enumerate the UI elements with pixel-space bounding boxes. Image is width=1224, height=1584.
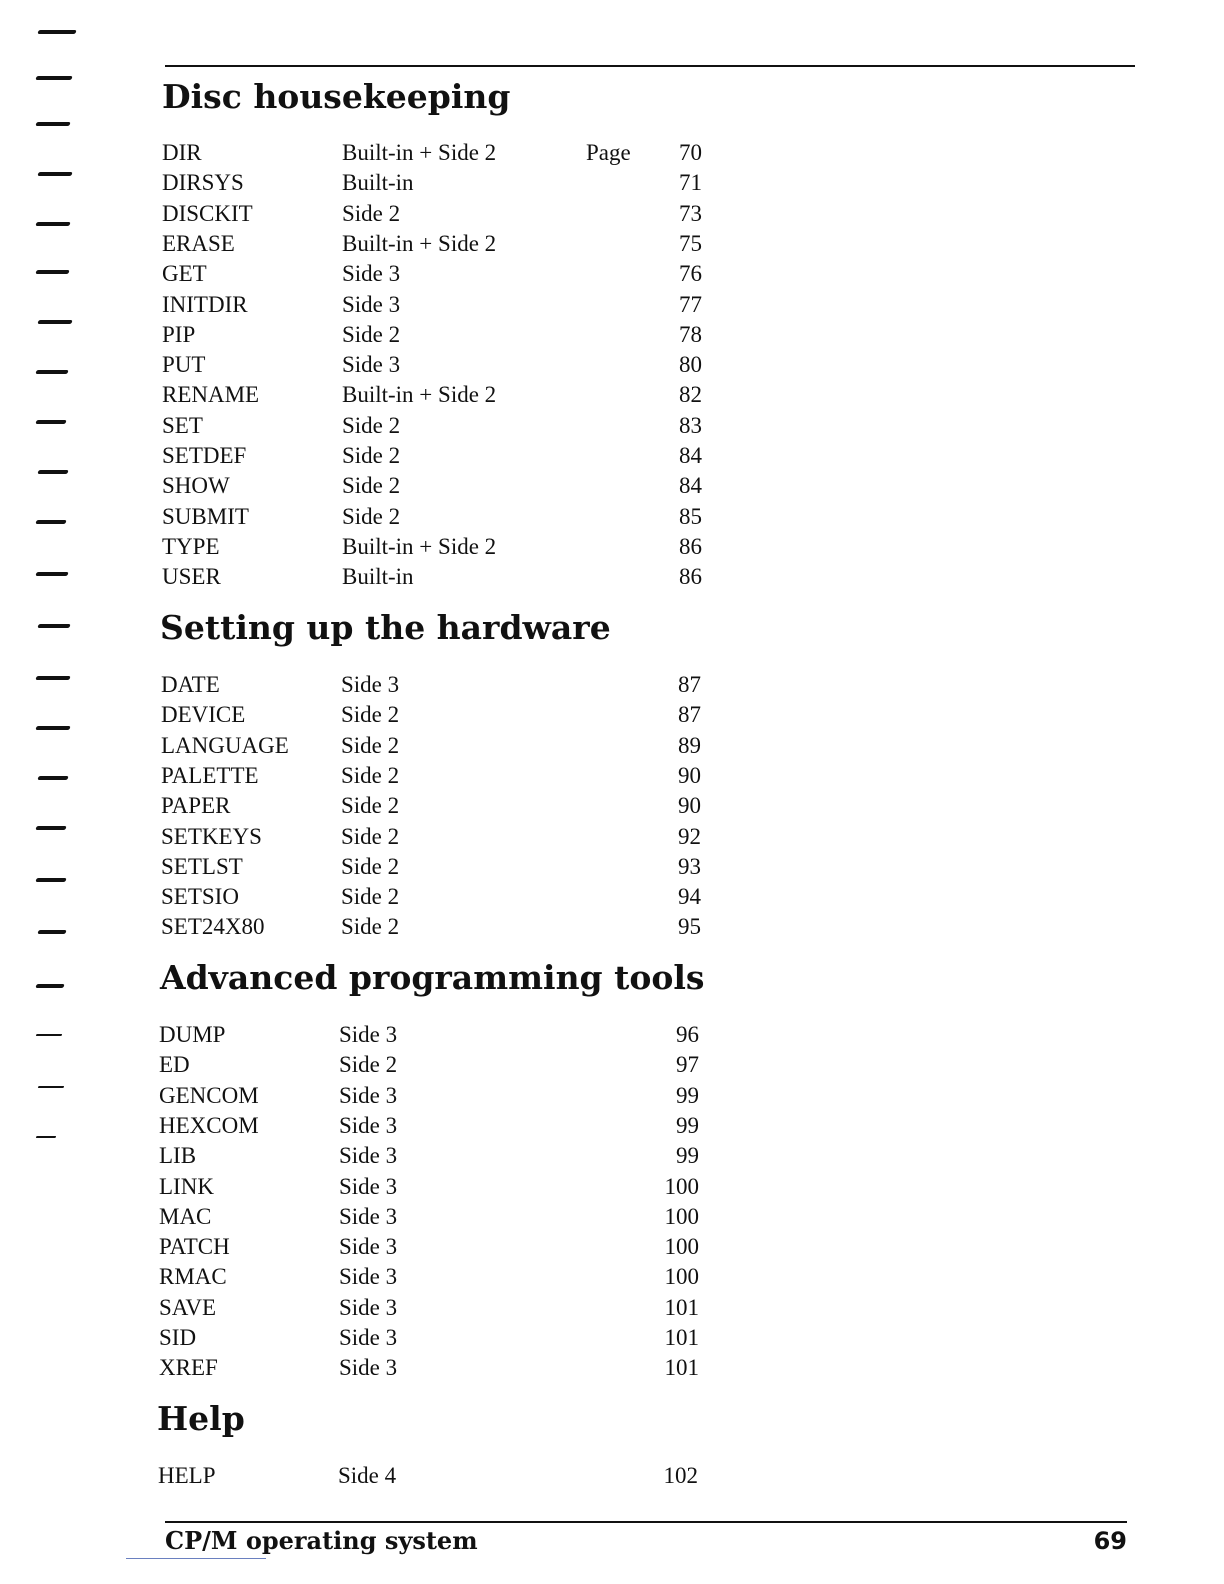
command-name: TYPE [162, 533, 220, 559]
margin-tab [35, 572, 68, 576]
index-entry [159, 1202, 699, 1232]
margin-tab [35, 676, 70, 680]
command-location: Side 2 [342, 443, 401, 468]
margin-tab [38, 1086, 65, 1088]
command-name: PIP [162, 321, 196, 347]
page-column-label: Page [586, 140, 631, 165]
margin-tab [35, 222, 70, 226]
page-reference: 83 [679, 412, 702, 438]
command-name: INITDIR [162, 291, 248, 317]
index-entry [162, 229, 702, 259]
footnote-rule [126, 1558, 266, 1559]
margin-tab [36, 1136, 57, 1138]
page-reference: 84 [679, 473, 702, 499]
command-location: Side 3 [339, 1143, 398, 1169]
page-reference: 97 [676, 1052, 699, 1078]
command-location: Side 2 [342, 503, 401, 529]
command-location: Side 2 [342, 321, 401, 347]
command-name: USER [162, 564, 221, 590]
bottom-rule [165, 1521, 1127, 1523]
margin-tab [35, 122, 70, 126]
command-location: Built-in + Side 2 [342, 230, 497, 256]
page-reference: 82 [679, 382, 702, 408]
index-entry [161, 700, 701, 730]
command-location: Side 3 [339, 1355, 398, 1381]
page-reference: 101 [664, 1355, 699, 1381]
command-name: SETLST [161, 853, 243, 879]
page-reference: 96 [676, 1022, 699, 1047]
index-entry [161, 852, 701, 882]
page-reference: 102 [663, 1463, 698, 1488]
command-name: GENCOM [159, 1082, 259, 1108]
index-entry [162, 502, 702, 532]
margin-tab [35, 270, 69, 274]
command-location: Side 3 [342, 352, 401, 378]
page-reference: 94 [678, 884, 701, 910]
command-location: Side 2 [342, 412, 401, 438]
page-reference: 87 [678, 702, 701, 728]
margin-tab [35, 878, 66, 882]
section-title: Disc housekeeping [162, 77, 511, 116]
margin-tab [35, 826, 66, 830]
command-name: SETKEYS [161, 823, 262, 849]
command-name: PAPER [161, 793, 231, 819]
page-reference: 100 [664, 1173, 699, 1199]
index-entry [161, 761, 701, 791]
command-name: DIRSYS [162, 170, 244, 196]
page-reference: 73 [679, 200, 702, 226]
index-entry [161, 670, 701, 700]
index-entry [159, 1353, 699, 1383]
index-entry [159, 1172, 699, 1202]
index-entry [162, 441, 702, 471]
page-reference: 95 [678, 914, 701, 940]
command-location: Side 2 [341, 732, 400, 758]
command-name: DUMP [159, 1022, 226, 1047]
command-location: Side 3 [339, 1112, 398, 1138]
footer-title: CP/M operating system [165, 1526, 478, 1555]
page-reference: 75 [679, 230, 702, 256]
index-entry [162, 411, 702, 441]
command-name: GET [162, 261, 207, 287]
command-location: Side 3 [339, 1203, 398, 1229]
index-entry [162, 532, 702, 562]
command-name: LANGUAGE [161, 732, 289, 758]
command-name: SHOW [162, 473, 230, 499]
margin-tab [37, 470, 68, 474]
command-name: DIR [162, 140, 202, 165]
command-location: Side 4 [338, 1463, 397, 1488]
command-location: Side 2 [342, 473, 401, 499]
index-entry [162, 290, 702, 320]
page-reference: 90 [678, 793, 701, 819]
page-reference: 86 [679, 533, 702, 559]
command-name: XREF [159, 1355, 218, 1381]
command-location: Side 3 [339, 1234, 398, 1260]
index-entry [162, 380, 702, 410]
section-title: Help [157, 1399, 245, 1438]
index-entry [162, 350, 702, 380]
command-location: Built-in + Side 2 [342, 140, 497, 165]
index-entry [161, 882, 701, 912]
command-location: Built-in [342, 170, 414, 196]
margin-tab [37, 320, 72, 324]
command-location: Built-in [342, 564, 414, 590]
page-reference: 86 [679, 564, 702, 590]
index-entry [159, 1050, 699, 1080]
margin-tab [37, 776, 68, 780]
command-name: DEVICE [161, 702, 246, 728]
command-location: Side 3 [339, 1294, 398, 1320]
command-location: Side 2 [341, 884, 400, 910]
command-name: RENAME [162, 382, 260, 408]
command-location: Side 2 [341, 793, 400, 819]
page-reference: 71 [679, 170, 702, 196]
command-location: Side 2 [341, 762, 400, 788]
command-name: LIB [159, 1143, 197, 1169]
command-name: PUT [162, 352, 206, 378]
page-reference: 99 [676, 1082, 699, 1108]
command-name: DISCKIT [162, 200, 253, 226]
margin-tab [35, 726, 70, 730]
command-location: Side 3 [339, 1264, 398, 1290]
command-name: SET24X80 [161, 914, 265, 940]
command-name: DATE [161, 672, 220, 697]
index-entry [159, 1293, 699, 1323]
index-entry [159, 1141, 699, 1171]
index-entry [162, 562, 702, 592]
command-location: Built-in + Side 2 [342, 533, 497, 559]
index-entry [159, 1111, 699, 1141]
page-reference: 89 [678, 732, 701, 758]
margin-tab [35, 520, 66, 524]
command-location: Side 2 [341, 853, 400, 879]
command-name: HELP [158, 1463, 216, 1488]
index-entry [159, 1262, 699, 1292]
section-title: Setting up the hardware [160, 608, 611, 647]
page-reference: 99 [676, 1143, 699, 1169]
command-name: PATCH [159, 1234, 230, 1260]
index-entry [161, 912, 701, 942]
margin-tab [35, 420, 66, 424]
margin-tab [37, 930, 66, 934]
page-reference: 85 [679, 503, 702, 529]
index-entry [162, 259, 702, 289]
command-location: Built-in + Side 2 [342, 382, 497, 408]
margin-tab [35, 984, 64, 988]
page-number: 69 [1093, 1527, 1127, 1555]
index-entry [158, 1461, 698, 1491]
command-name: SAVE [159, 1294, 217, 1320]
page-reference: 101 [664, 1325, 699, 1350]
index-entry [162, 320, 702, 350]
page-reference: 93 [678, 853, 701, 879]
index-entry [162, 199, 702, 229]
margin-index-tabs [36, 0, 86, 1584]
margin-tab [35, 76, 72, 80]
command-name: MAC [159, 1203, 212, 1229]
command-name: HEXCOM [159, 1112, 259, 1138]
page-reference: 99 [676, 1112, 699, 1138]
index-entry [161, 731, 701, 761]
command-location: Side 3 [342, 291, 401, 317]
index-entry [162, 471, 702, 501]
margin-tab [36, 1034, 63, 1036]
index-entry [161, 822, 701, 852]
command-location: Side 3 [339, 1022, 398, 1047]
index-entry [161, 791, 701, 821]
index-entry [162, 168, 702, 198]
top-rule [165, 65, 1135, 67]
page-reference: 76 [679, 261, 702, 287]
index-entry [159, 1081, 699, 1111]
command-name: SUBMIT [162, 503, 249, 529]
command-location: Side 3 [339, 1082, 398, 1108]
command-name: SET [162, 412, 203, 438]
command-location: Side 2 [341, 914, 400, 940]
margin-tab [37, 30, 76, 34]
index-entry [159, 1323, 699, 1353]
section-title: Advanced programming tools [160, 958, 705, 997]
margin-tab [35, 370, 68, 374]
command-location: Side 3 [341, 672, 400, 697]
margin-tab [37, 624, 70, 628]
command-location: Side 3 [339, 1325, 398, 1350]
page-reference: 100 [664, 1264, 699, 1290]
command-name: LINK [159, 1173, 214, 1199]
index-entry [159, 1020, 699, 1050]
page-reference: 87 [678, 672, 701, 697]
page-reference: 100 [664, 1234, 699, 1260]
command-name: ED [159, 1052, 190, 1078]
margin-tab [37, 172, 72, 176]
command-name: ERASE [162, 230, 235, 256]
command-location: Side 2 [341, 702, 400, 728]
command-name: SID [159, 1325, 197, 1350]
page-reference: 78 [679, 321, 702, 347]
page-reference: 80 [679, 352, 702, 378]
command-location: Side 3 [339, 1173, 398, 1199]
command-location: Side 3 [342, 261, 401, 287]
page-reference: 100 [664, 1203, 699, 1229]
page-reference: 70 [679, 140, 702, 165]
command-name: RMAC [159, 1264, 227, 1290]
command-location: Side 2 [339, 1052, 398, 1078]
command-name: PALETTE [161, 762, 259, 788]
index-entry [162, 138, 702, 168]
command-location: Side 2 [342, 200, 401, 226]
page-reference: 92 [678, 823, 701, 849]
command-location: Side 2 [341, 823, 400, 849]
page-reference: 77 [679, 291, 702, 317]
command-name: SETDEF [162, 443, 247, 468]
page-reference: 84 [679, 443, 702, 468]
page-reference: 90 [678, 762, 701, 788]
command-name: SETSIO [161, 884, 239, 910]
page-reference: 101 [664, 1294, 699, 1320]
index-entry [159, 1232, 699, 1262]
